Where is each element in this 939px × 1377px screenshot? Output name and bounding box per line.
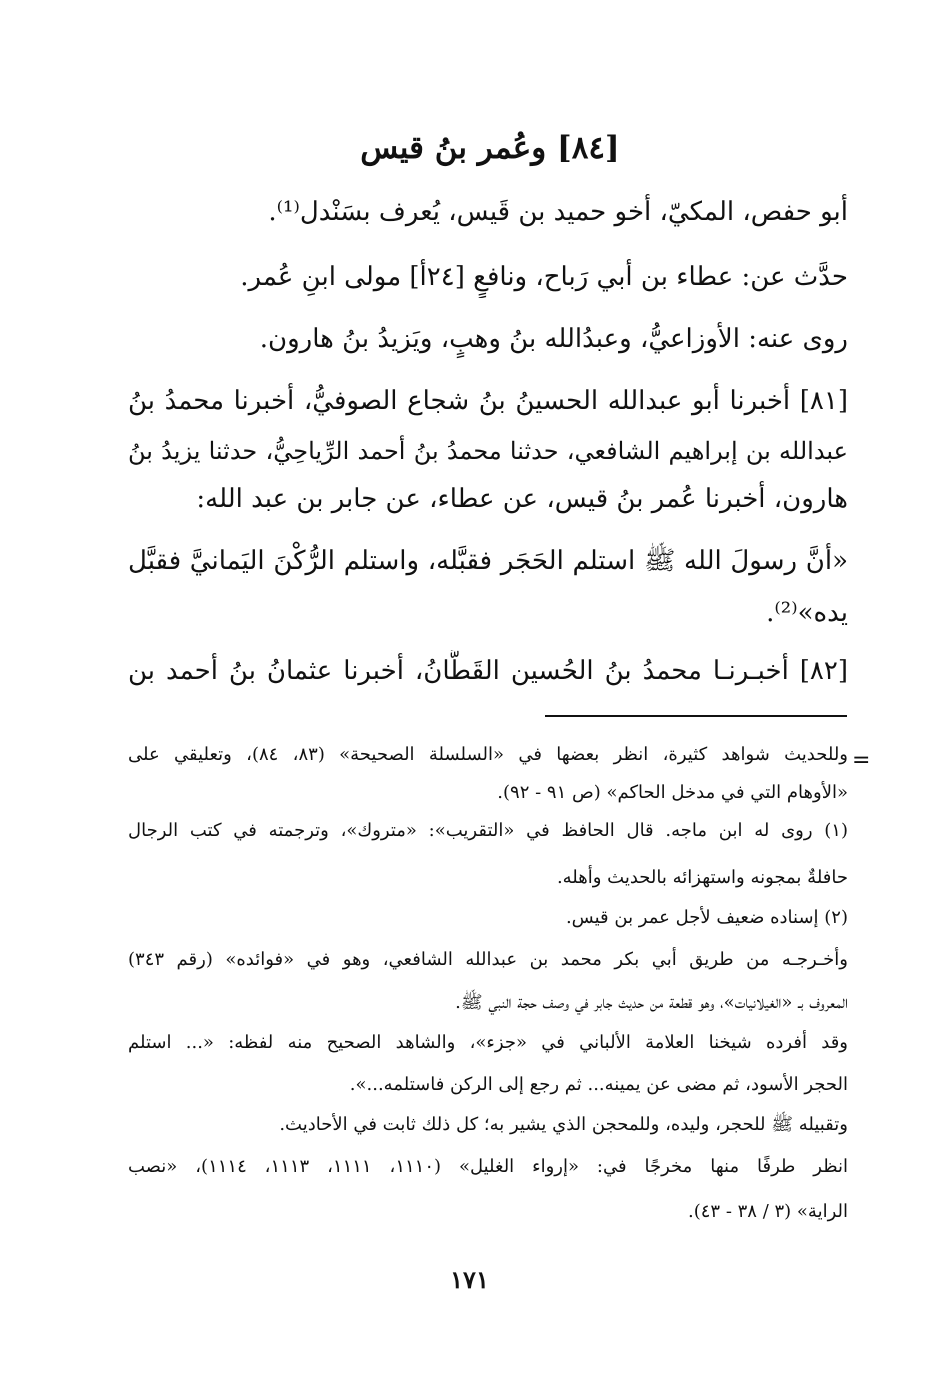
footnote-line: المعروف بـ «الغيلانيات»، وهو قطعة من حديث جابر في وصف حجة النبي ﷺ. [455,992,848,1013]
body-line: [٨٢] أخبـرنـا محمدُ بنُ الحُسين القَطَّانُ، أخبرنا عثمانُ بنُ أحمد بن [128,656,848,686]
continuation-mark: = [852,748,871,773]
footnote-line: الراية» (٣ / ٣٨ - ٤٣). [688,1201,848,1222]
body-line: أبو حفص، المكيّ، أخو حميد بن قَيس، يُعرف بسَنْدل⁽¹⁾. [268,197,848,227]
hadith-text: يده»⁽²⁾. [766,598,848,628]
body-line: حدَّث عن: عطاء بن أبي رَباح، ونافعٍ [٢٤أ] مولى ابنِ عُمر. [240,262,848,292]
hadith-text: «أنَّ رسولَ الله ﷺ استلم الحَجَر فقبَّله، واستلم الرُّكْنَ اليَمانيَّ فقبَّل [128,546,848,576]
footnote-line: وللحديث شواهد كثيرة، انظر بعضها في «السلسلة الصحيحة» (٨٣، ٨٤)، وتعليقي على [128,744,848,765]
body-line: روى عنه: الأوزاعيُّ، وعبدُالله بنُ وهبٍ، ويَزيدُ بنُ هارون. [259,324,848,354]
body-line: [٨١] أخبرنا أبو عبدالله الحسينُ بنُ شجاع الصوفيُّ، أخبرنا محمدُ بنُ [128,386,848,416]
footnote-line: وقد أفرده شيخنا العلامة الألباني في «جزء»، والشاهد الصحيح منه لفظه: «... استلم [128,1032,848,1053]
footnote-line: وتقبيله ﷺ للحجر، وليده، وللمحجن الذي يشير به؛ كل ذلك ثابت في الأحاديث. [279,1114,848,1135]
footnote-line: (٢) إسناده ضعيف لأجل عمر بن قيس. [565,907,848,928]
footnote-line: وأخـرجـه من طريق أبي بكر محمد بن عبدالله الشافعي، وهو في «فوائده» (رقم ٣٤٣) [128,949,848,970]
footnote-line: «الأوهام التي في مدخل الحاكم» (ص ٩١ - ٩٢). [497,782,848,803]
body-line: هارون، أخبرنا عُمر بنُ قيس، عن عطاء، عن جابر بن عبد الله: [196,484,848,514]
page-number: ١٧١ [450,1265,489,1294]
footnote-line: (١) روى له ابن ماجه. قال الحافظ في «التقريب»: «متروك»، وترجمته في كتب الرجال [128,820,848,841]
footnote-line: انظر طرفًا منها مخرجًا في: «إرواء الغليل» (١١١٠، ١١١١، ١١١٣، ١١١٤)، «نصب [128,1156,848,1177]
entry-title: [٨٤] وعُمر بنُ قيس [360,130,620,166]
footnote-line: الحجر الأسود، ثم مضى عن يمينه... ثم رجع إلى الركن فاستلمه...». [349,1074,848,1095]
footnote-separator [545,715,847,717]
body-line: عبدالله بن إبراهيم الشافعي، حدثنا محمدُ بنُ أحمد الرِّياحِيُّ، حدثنا يزيدُ بنُ [128,437,848,465]
footnote-line: حافلةٌ بمجونه واستهزائه بالحديث وأهله. [556,867,848,888]
